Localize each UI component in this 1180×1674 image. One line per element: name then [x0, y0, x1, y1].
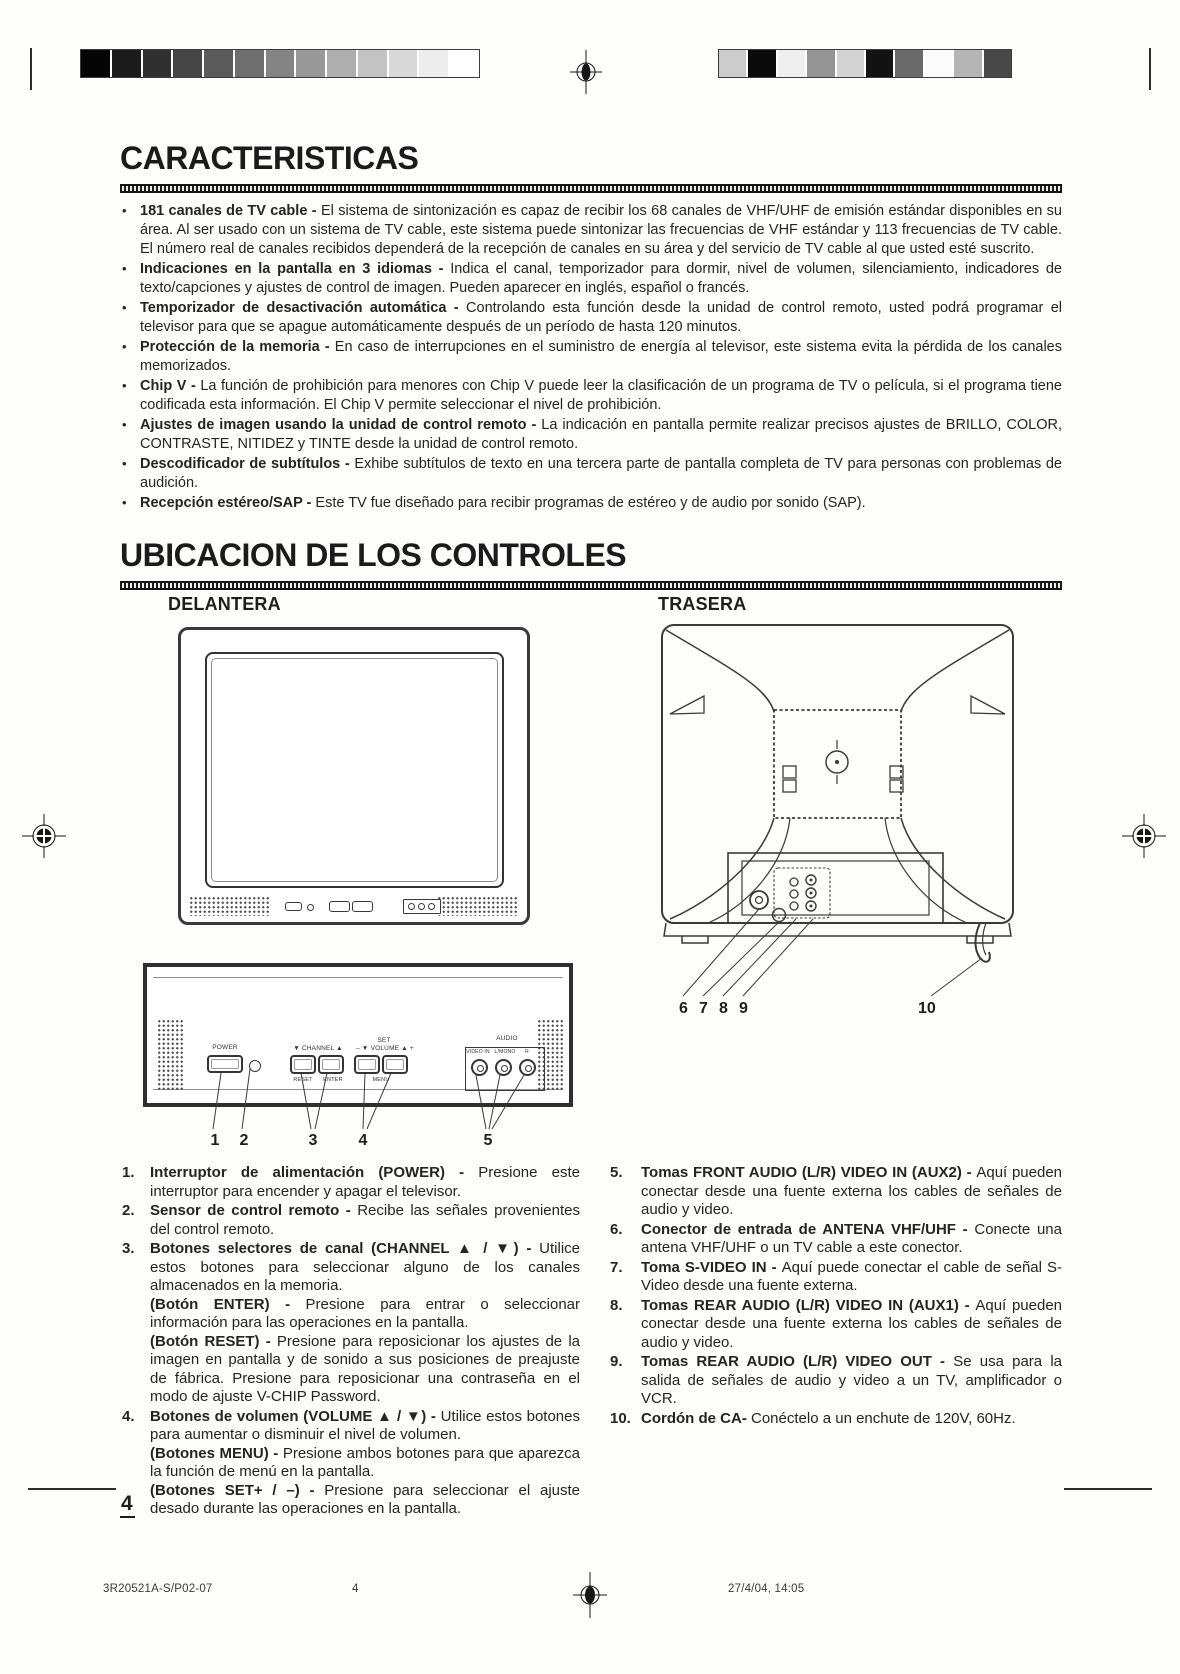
- control-panel-figure: [143, 963, 573, 1107]
- front-tv-figure: [178, 627, 530, 925]
- calibration-cell: [358, 50, 387, 77]
- speaker-grille-left: [189, 896, 271, 916]
- list-item: 1. Interruptor de alimentación (POWER) - Presione este interruptor para encender y apagar el televisor.: [122, 1164, 580, 1200]
- list-item: • Recepción estéreo/SAP - Este TV fue diseñado para recibir programas de estéreo y de audio por sonido (SAP).: [122, 495, 866, 511]
- list-item: 7. Toma S-VIDEO IN - Aquí puede conectar el cable de señal S-Video desde una fuente externa.: [610, 1258, 1062, 1294]
- speaker-grille-left: [157, 1019, 183, 1091]
- calibration-cell: [173, 50, 202, 77]
- calibration-strip-right: [718, 49, 1012, 78]
- front-jacks-drawing: [403, 899, 441, 914]
- sub-item: (Botón RESET) - Presione para reposicionar los ajustes de la imagen en pantalla y de sonido a sus posiciones de preajuste de fábrica. Presione para reposicionar una contraseña en el modo de ajuste V-CHIP Password.: [150, 1332, 580, 1405]
- callout-number: 6: [679, 1000, 688, 1017]
- list-item: • Indicaciones en la pantalla en 3 idiomas - Indica el canal, temporizador para dormir, nivel de volumen, silenciamiento, indicadores de texto/capciones y ajustes de control de imagen. Pueden aparecer en inglés, español o francés.: [122, 261, 1062, 296]
- footer-page-number: 4: [352, 1583, 359, 1595]
- crop-line-bottom-right: [1064, 1488, 1152, 1490]
- tv-screen: [205, 652, 504, 888]
- features-list: [120, 202, 1062, 514]
- section-rule: [120, 184, 1062, 193]
- callout-number: 8: [719, 1000, 728, 1017]
- calibration-cell: [748, 50, 775, 77]
- bullet-icon: •: [122, 203, 127, 218]
- calibration-cell: [450, 50, 479, 77]
- power-button: [207, 1055, 243, 1073]
- reset-label: RESET: [293, 1077, 313, 1083]
- calibration-cell: [807, 50, 834, 77]
- list-item: • Chip V - La función de prohibición para menores con Chip V puede leer la clasificación de un programa de TV o película, si el programa tiene codificada esta información. El Chip V permite seleccionar el nivel de prohibición.: [122, 378, 1062, 413]
- volume-up-button: [382, 1055, 408, 1074]
- callout-number: 7: [699, 1000, 708, 1017]
- jack-icon: [418, 903, 425, 910]
- controls-list-left: [122, 1164, 580, 1520]
- list-item: • Descodificador de subtítulos - Exhibe subtítulos de texto en una tercera parte de pantalla completa de TV para personas con problemas de audición.: [122, 456, 1062, 491]
- callout-number: 5: [483, 1132, 493, 1149]
- screen-inner-line: [211, 658, 498, 882]
- calibration-cell: [984, 50, 1011, 77]
- rear-tv-figure: [650, 616, 1030, 1020]
- calibration-cell: [866, 50, 893, 77]
- rear-figure-label: TRASERA: [658, 594, 747, 614]
- bullet-icon: •: [122, 417, 127, 432]
- audio-l-jack: [495, 1059, 512, 1076]
- list-item: 10. Cordón de CA- Conéctelo a un enchute de 120V, 60Hz.: [610, 1409, 1016, 1427]
- volume-label: – ▼ VOLUME ▲ +: [356, 1045, 414, 1052]
- calibration-strip-left: [80, 49, 480, 78]
- bullet-icon: •: [122, 261, 127, 276]
- audio-r-jack: [519, 1059, 536, 1076]
- list-item: 4. Botones de volumen (VOLUME ▲ / ▼) - Utilice estos botones para aumentar o disminuir el nivel de volumen. (Botones MENU) - Presione ambos botones para que aparezca la función de menú en la pantalla. (Botones SET+ / –) - Presione para seleccionar el ajuste desado durante las operaciones en la pantalla.: [122, 1407, 581, 1517]
- callout-number: 4: [358, 1132, 368, 1149]
- calibration-cell: [778, 50, 805, 77]
- registration-mark-icon: [20, 812, 68, 860]
- sub-item: (Botón ENTER) - Presione para entrar o seleccionar información para las operaciones en la pantalla.: [150, 1295, 581, 1331]
- list-item: 5. Tomas FRONT AUDIO (L/R) VIDEO IN (AUX2) - Aquí pueden conectar desde una fuente externa los cables de señales de audio y video.: [610, 1164, 1063, 1218]
- menu-label: MENU: [372, 1077, 390, 1083]
- callout-number: 10: [918, 1000, 936, 1017]
- sub-item: (Botones SET+ / –) - Presione para seleccionar el ajuste desado durante las operaciones en la pantalla.: [150, 1481, 581, 1517]
- section-title-ubicacion: UBICACION DE LOS CONTROLES: [120, 537, 627, 573]
- list-item: 6. Conector de entrada de ANTENA VHF/UHF - Conecte una antena VHF/UHF o un TV cable a este conector.: [610, 1220, 1062, 1256]
- jack-icon: [408, 903, 415, 910]
- calibration-cell: [327, 50, 356, 77]
- front-figure-label: DELANTERA: [168, 594, 281, 614]
- list-item: 9. Tomas REAR AUDIO (L/R) VIDEO OUT - Se usa para la salida de señales de audio y video a un TV, amplificador o VCR.: [610, 1353, 1062, 1407]
- calibration-cell: [235, 50, 264, 77]
- callout-number: 2: [239, 1132, 249, 1149]
- l-mono-label: L/MONO: [494, 1049, 516, 1055]
- calibration-cell: [419, 50, 448, 77]
- channel-down-button: [290, 1055, 316, 1074]
- list-item: 3. Botones selectores de canal (CHANNEL ▲ / ▼) - Utilice estos botones para seleccionar alguno de los canales almacenados en la memoria. (Botón ENTER) - Presione para entrar o seleccionar información para las operaciones en la pantalla. (Botón RESET) - Presione para reposicionar los ajustes de la imagen en pantalla y de sonido a sus posiciones de preajuste de fábrica. Presione para reposicionar una contraseña en el modo de ajuste V-CHIP Password.: [122, 1240, 581, 1405]
- page-number: 4: [120, 1492, 135, 1518]
- controls-list-right: [610, 1164, 1062, 1429]
- calibration-cell: [266, 50, 295, 77]
- calibration-cell: [296, 50, 325, 77]
- list-item: 8. Tomas REAR AUDIO (L/R) VIDEO IN (AUX1) - Aquí pueden conectar desde una fuente externa los cables de señales de audio y video.: [610, 1296, 1063, 1351]
- bullet-icon: •: [122, 339, 127, 354]
- bullet-icon: •: [122, 495, 127, 510]
- volume-down-button: [354, 1055, 380, 1074]
- list-item: 2. Sensor de control remoto - Recibe las señales provenientes del control remoto.: [122, 1202, 580, 1238]
- calibration-cell: [925, 50, 952, 77]
- section-rule: [120, 581, 1062, 590]
- power-label: POWER: [212, 1044, 238, 1051]
- sensor-drawing: [307, 904, 314, 911]
- footer-code: 3R20521A-S/P02-07: [103, 1583, 213, 1595]
- list-item: • Ajustes de imagen usando la unidad de control remoto - La indicación en pantalla permite realizar precisos ajustes de BRILLO, COLOR, CONTRASTE, NITIDEZ y TINTE desde la unidad de control remoto.: [122, 417, 1062, 452]
- registration-mark-icon: [1120, 812, 1168, 860]
- callout-number: 1: [210, 1132, 220, 1149]
- callout-number: 9: [739, 1000, 748, 1017]
- jack-icon: [428, 903, 435, 910]
- volume-rocker-drawing: [352, 901, 373, 912]
- calibration-cell: [719, 50, 746, 77]
- sub-item: (Botones MENU) - Presione ambos botones para que aparezca la función de menú en la pantalla.: [150, 1444, 581, 1480]
- channel-up-button: [318, 1055, 344, 1074]
- calibration-cell: [112, 50, 141, 77]
- bullet-icon: •: [122, 456, 127, 471]
- calibration-cell: [81, 50, 110, 77]
- r-label: R: [525, 1049, 529, 1055]
- remote-sensor: [249, 1060, 261, 1072]
- calibration-cell: [204, 50, 233, 77]
- callout-number: 3: [308, 1132, 318, 1149]
- calibration-cell: [837, 50, 864, 77]
- registration-mark-icon: [572, 1572, 608, 1618]
- calibration-cell: [389, 50, 418, 77]
- speaker-grille-right: [437, 896, 519, 916]
- set-label: SET: [377, 1037, 391, 1044]
- crop-tick-left: [30, 48, 32, 90]
- registration-mark-icon: [568, 50, 604, 94]
- list-item: • Temporizador de desactivación automática - Controlando esta función desde la unidad de control remoto, usted podrá programar el televisor para que se apague automáticamente después de un período de hasta 120 minutos.: [122, 300, 1062, 335]
- crop-line-bottom-left: [28, 1488, 116, 1490]
- section-title-caracteristicas: CARACTERISTICAS: [120, 140, 419, 176]
- bullet-icon: •: [122, 378, 127, 393]
- list-item: • 181 canales de TV cable - El sistema de sintonización es capaz de recibir los 68 canales de VHF/UHF de emisión estándar disponibles en su área. Al ser usado con un sistema de TV cable, este sistema puede sintonizar las frecuencias de VHF estándar y 113 frecuencias de TV cable. El número real de canales recibidos dependerá de la recepción de canales en su área y del servicio de TV cable al que usted esté suscrito.: [122, 203, 1062, 257]
- list-item: • Protección de la memoria - En caso de interrupciones en el suministro de energía al televisor, este sistema evita la pérdida de los canales memorizados.: [122, 339, 1062, 374]
- calibration-cell: [895, 50, 922, 77]
- channel-label: ▼ CHANNEL ▲: [293, 1045, 343, 1052]
- crop-tick-right: [1149, 48, 1151, 90]
- bullet-icon: •: [122, 300, 127, 315]
- footer-datetime: 27/4/04, 14:05: [728, 1583, 805, 1595]
- power-button-drawing: [285, 902, 302, 911]
- video-in-label: VIDEO IN: [466, 1049, 490, 1055]
- calibration-cell: [954, 50, 981, 77]
- enter-label: ENTER: [323, 1077, 343, 1083]
- panel-top-line: [153, 977, 563, 978]
- channel-rocker-drawing: [329, 901, 350, 912]
- video-in-jack: [471, 1059, 488, 1076]
- calibration-cell: [143, 50, 172, 77]
- audio-label: AUDIO: [496, 1035, 518, 1042]
